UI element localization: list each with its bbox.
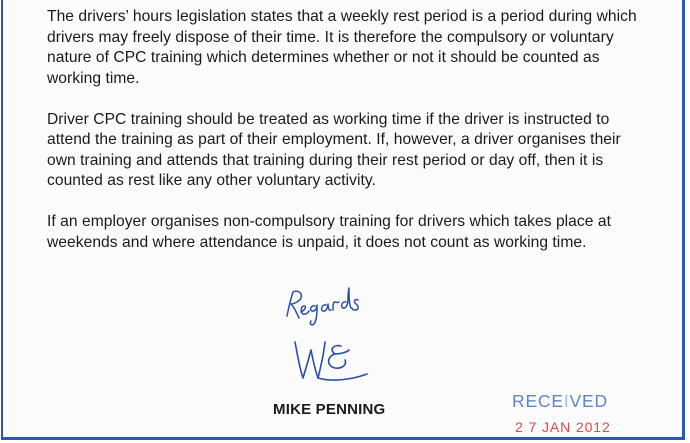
stamp-label-faded-part: I	[563, 391, 570, 411]
signature-drawing	[271, 286, 381, 396]
received-stamp-label	[512, 391, 608, 412]
received-stamp-date: 2 7 JAN 2012	[515, 419, 611, 435]
paragraph-weekly-rest: The drivers’ hours legislation states that a weekly rest period is a period during which drivers may freely dispose of their time. It is therefore the compulsory or voluntary nature of CPC training which determines whether or not it should be counted as working time.	[47, 8, 637, 87]
stamp-label-part-1: RECE	[512, 391, 564, 411]
signer-name: MIKE PENNING	[273, 401, 386, 418]
handwritten-signature	[271, 286, 381, 396]
stamp-label-part-2: VED	[569, 391, 608, 411]
paragraph-non-compulsory-training: If an employer organises non-compulsory training for drivers which takes place at weekends and where attendance is unpaid, it does not count as working time.	[47, 213, 611, 251]
scanned-letter-page	[1, 0, 685, 440]
paragraph-cpc-working-time: Driver CPC training should be treated as working time if the driver is instructed to attend the training as part of their employment. If, however, a driver organises their own training and attends that training during their rest period or day off, then it is counted as rest like any other voluntary activity.	[47, 110, 621, 189]
letter-body	[47, 7, 647, 274]
